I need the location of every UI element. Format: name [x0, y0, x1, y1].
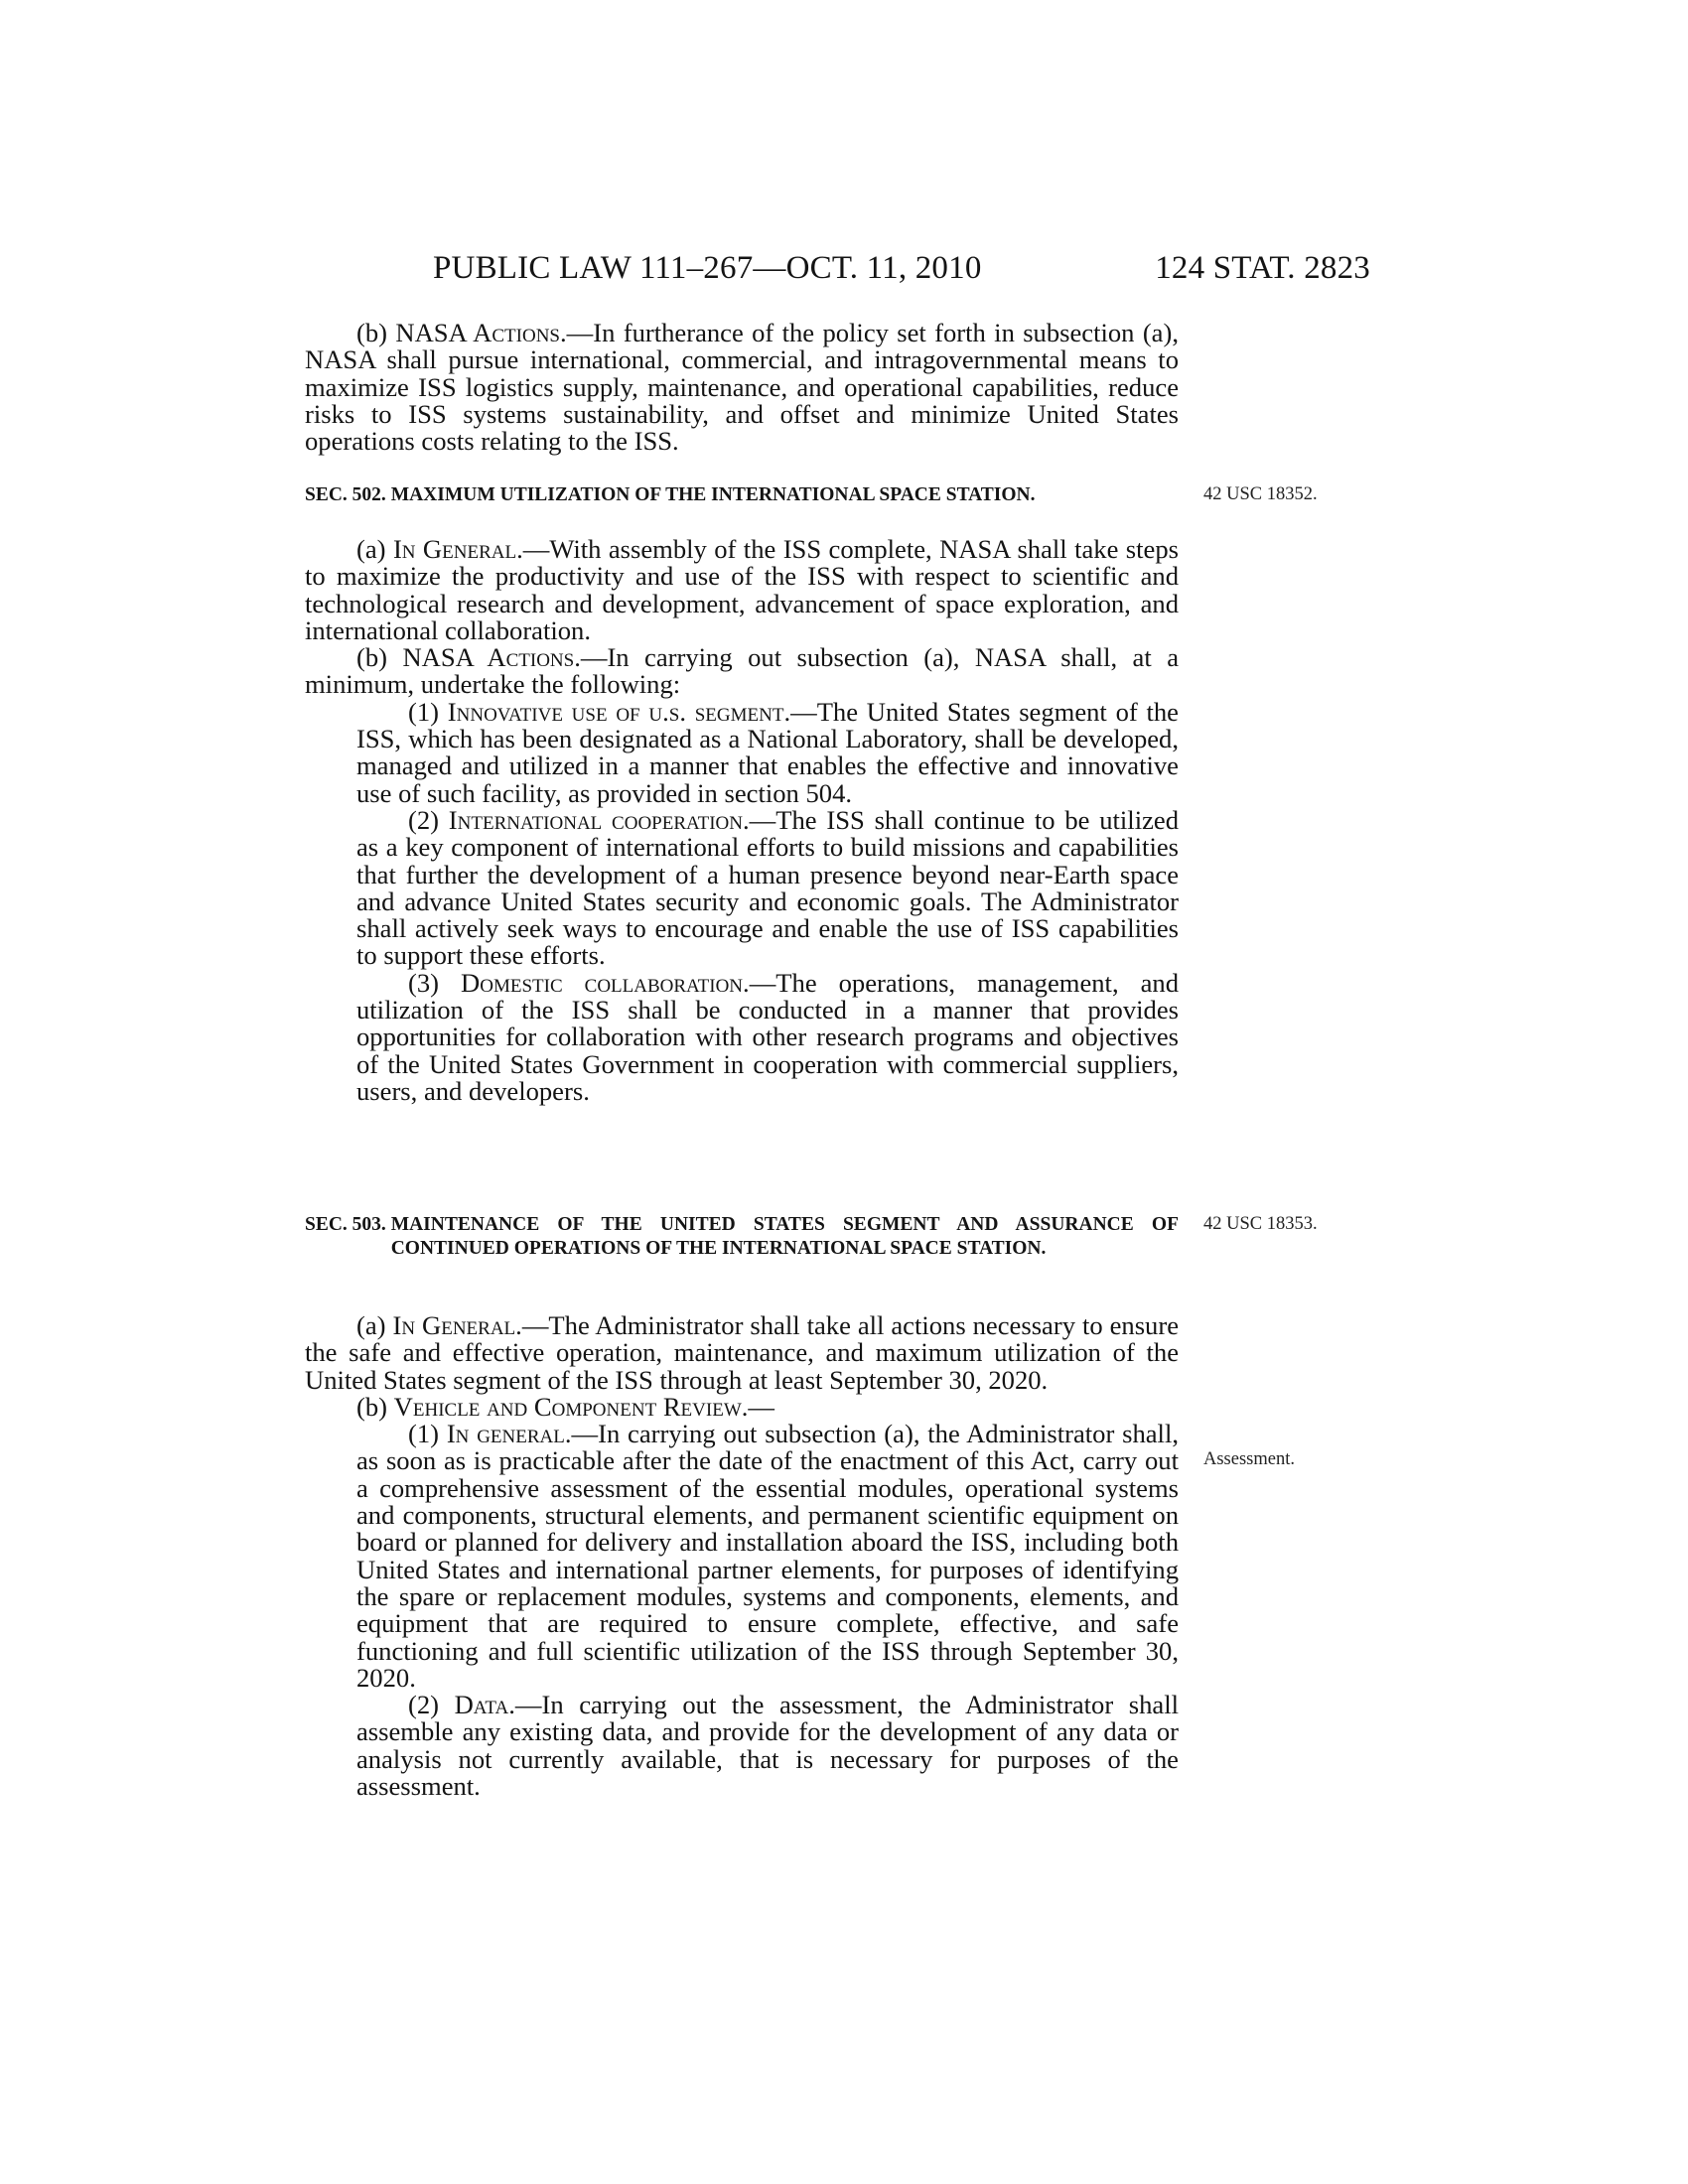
sec501-b-block — [305, 320, 1179, 455]
sec503-b1-paragraph — [305, 1421, 1179, 1692]
sec503-b-paragraph — [305, 1391, 1179, 1422]
sec502-margin-note: 42 USC 18352. — [1203, 484, 1318, 504]
sec503-heading — [305, 1213, 1179, 1261]
assessment-margin-note: Assessment. — [1203, 1449, 1295, 1469]
sec502-a-paragraph — [305, 536, 1179, 644]
section-title: MAINTENANCE OF THE UNITED STATES SEGMENT AND ASSURANCE OF CONTINUED OPERATIONS OF THE INTERNATIONAL SPACE STATION. — [390, 1214, 1179, 1259]
paragraph-text: —The ISS shall continue to be utilized as a key component of international efforts to build missions and capabilities that further the development of a human presence beyond near-Earth space and advance United States security and economic goals. The Administrator shall actively seek ways to encourage and enable the use of ISS capabilities to support these efforts. — [356, 804, 1179, 971]
public-law-citation: PUBLIC LAW 111–267—OCT. 11, 2010 — [433, 250, 982, 286]
sec503-margin-note: 42 USC 18353. — [1203, 1214, 1318, 1234]
sec503-body — [305, 1312, 1179, 1800]
sec502-heading-block — [305, 483, 1179, 507]
paragraph-lead: (3) — [408, 967, 462, 998]
paragraph-text: —With assembly of the ISS complete, NASA shall take steps to maximize the productivity and use of the ISS with respect to scientific and technological research and development, advancement of space exploration, and international collaboration. — [305, 534, 1179, 645]
sec502-body — [305, 536, 1179, 1105]
paragraph-lead: (a) — [356, 1310, 393, 1340]
sec502-heading — [305, 483, 1179, 507]
paragraph-lead: (b) — [356, 642, 403, 673]
paragraph-text: — — [748, 1391, 774, 1422]
sec502-b3-paragraph — [305, 967, 1179, 1106]
paragraph-heading: NASA Actions. — [395, 318, 567, 347]
paragraph-text: —In furtherance of the policy set forth in subsection (a), NASA shall pursue international, commercial, and intragovernmental means to maximize ISS logistics supply, maintenance, and operational capabilities, reduce risks to ISS systems sustainability, and offset and minimize United States operations costs relating to the ISS. — [305, 318, 1179, 457]
paragraph-lead: (2) — [408, 1690, 455, 1720]
paragraph-heading: In General. — [392, 534, 523, 564]
paragraph-lead: (a) — [356, 534, 393, 564]
page-header — [433, 250, 1370, 294]
section-number: SEC. 503. — [305, 1214, 391, 1235]
paragraph-heading: Domestic collaboration. — [461, 967, 750, 998]
sec503-b2-paragraph — [305, 1692, 1179, 1800]
statute-page-number: 124 STAT. 2823 — [1155, 250, 1370, 286]
paragraph-lead: (b) — [356, 1391, 394, 1422]
paragraph-text: —In carrying out subsection (a), the Administrator shall, as soon as is practicable after the date of the enactment of this Act, carry out a comprehensive assessment of the essential modules, operational systems and components, structural elements, and permanent scientific equipment on board or planned for delivery and installation aboard the ISS, including both United States and international partner elements, for purposes of identifying the spare or replacement modules, systems and components, elements, and equipment that are required to ensure complete, effective, and safe functioning and full scientific utilization of the ISS through September 30, 2020. — [356, 1419, 1179, 1693]
sec502-b1-paragraph — [305, 696, 1179, 808]
paragraph-text: —The United States segment of the ISS, which has been designated as a National Laboratory, shall be developed, managed and utilized in a manner that enables the effective and innovative use of such facility, as provided in section 504. — [356, 696, 1179, 808]
paragraph-lead: (2) — [408, 804, 449, 835]
sec503-heading-block — [305, 1213, 1179, 1261]
paragraph-text: —In carrying out subsection (a), NASA shall, at a minimum, undertake the following: — [305, 642, 1179, 700]
section-number: SEC. 502. — [305, 484, 391, 505]
paragraph-text: —The Administrator shall take all actions necessary to ensure the safe and effective operation, maintenance, and maximum utilization of the United States segment of the ISS through at least September 30, 2020. — [305, 1310, 1180, 1395]
paragraph-lead: (1) — [408, 1419, 447, 1449]
paragraph-text: —The operations, management, and utilization of the ISS shall be conducted in a manner that provides opportunities for collaboration with other research programs and objectives of the United States Government in cooperation with commercial suppliers, users, and developers. — [356, 967, 1179, 1106]
paragraph-lead: (b) — [356, 318, 396, 347]
section-title: MAXIMUM UTILIZATION OF THE INTERNATIONAL SPACE STATION. — [390, 484, 1036, 505]
paragraph-heading: Vehicle and Component Review. — [393, 1391, 749, 1422]
paragraph-heading: In General. — [392, 1310, 522, 1340]
paragraph-text: —In carrying out the assessment, the Administrator shall assemble any existing data, and provide for the development of any data or analysis not currently available, that is necessary for purposes of the assessment. — [356, 1690, 1179, 1802]
sec503-a-paragraph — [305, 1312, 1179, 1394]
paragraph-heading: International cooperation. — [448, 804, 750, 835]
sec502-b2-paragraph — [305, 804, 1179, 971]
sec501-b-paragraph — [305, 320, 1179, 455]
sec502-b-paragraph — [305, 644, 1179, 699]
paragraph-lead: (1) — [408, 696, 448, 727]
paragraph-heading: NASA Actions. — [402, 642, 581, 673]
paragraph-heading: In general. — [446, 1419, 572, 1449]
paragraph-heading: Data. — [454, 1690, 515, 1720]
paragraph-heading: Innovative use of u.s. segment. — [447, 696, 791, 727]
